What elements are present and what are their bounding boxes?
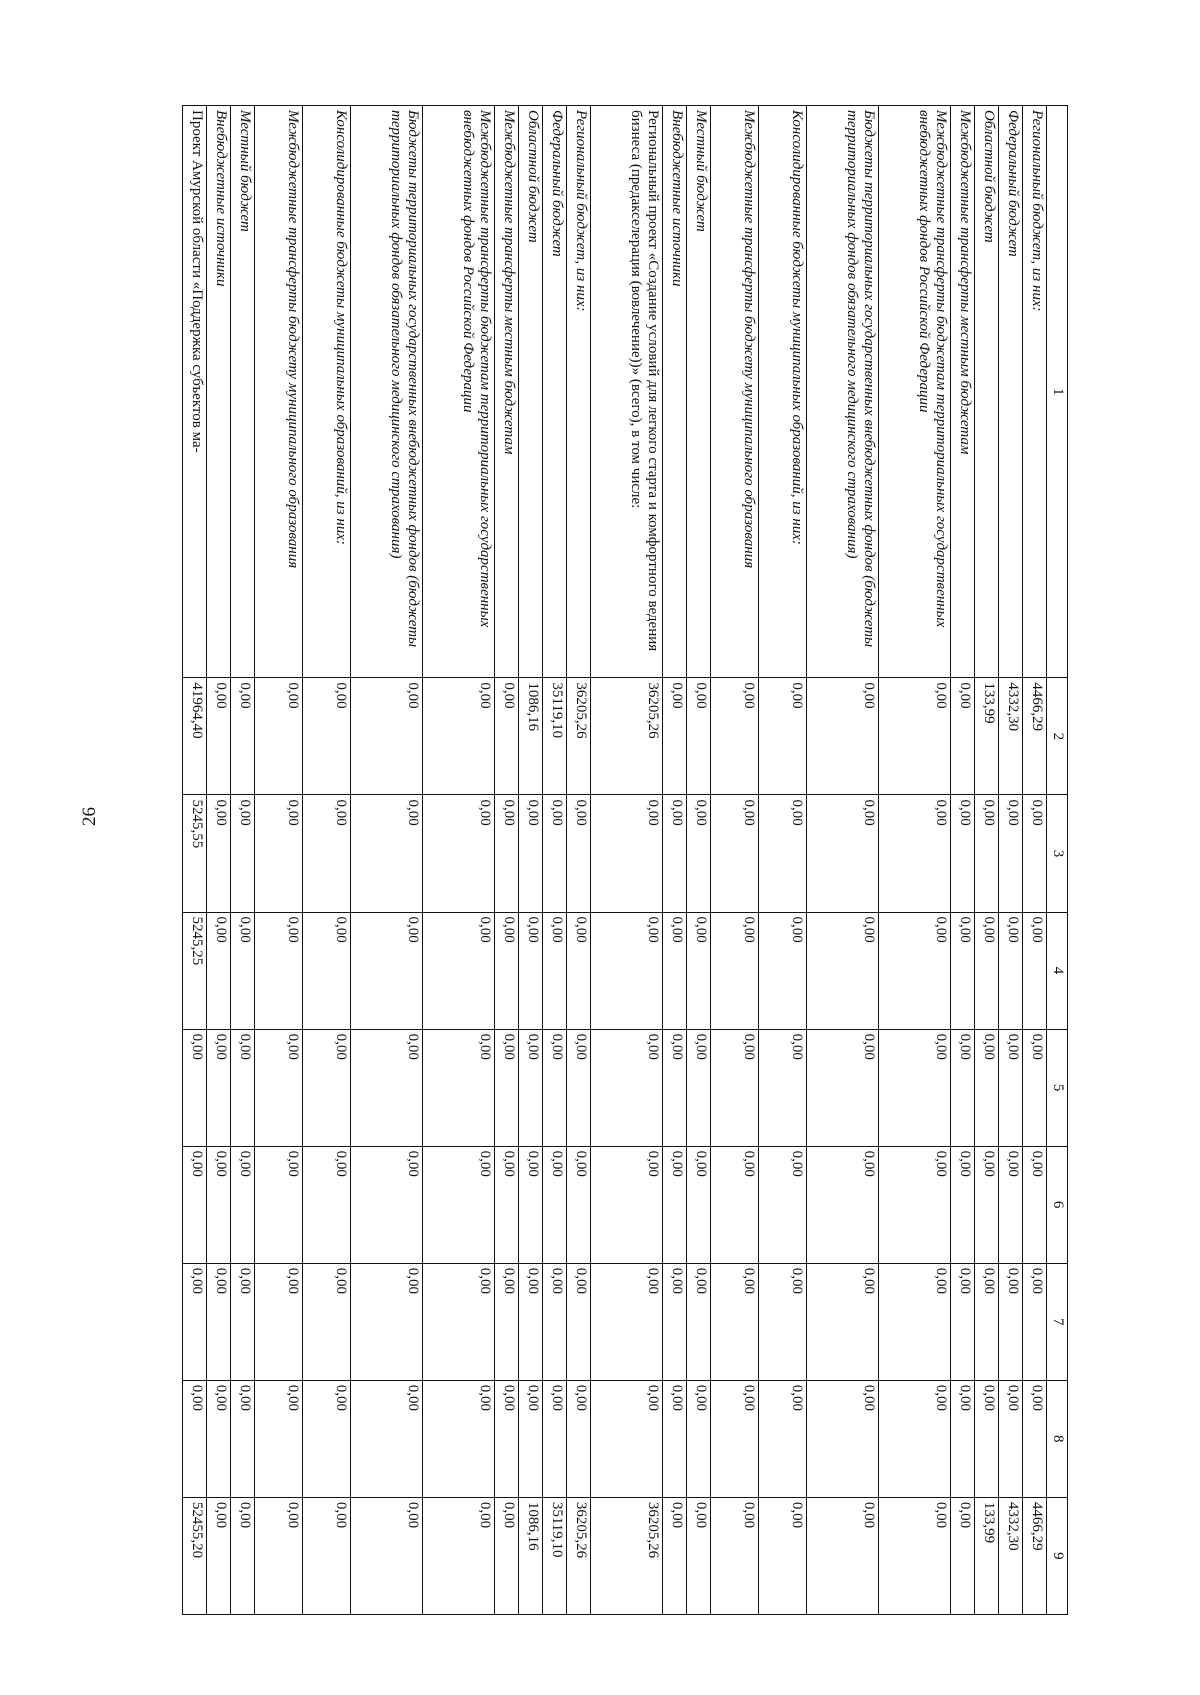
cell-value: 0,00: [495, 1380, 519, 1497]
cell-value: 0,00: [423, 1029, 495, 1146]
cell-value: 0,00: [879, 912, 951, 1029]
cell-value: 0,00: [495, 912, 519, 1029]
row-label: Внебюджетные источники: [207, 106, 231, 678]
cell-value: 0,00: [351, 795, 423, 912]
cell-value: 0,00: [495, 1029, 519, 1146]
cell-value: 5245,55: [183, 795, 207, 912]
row-label: Бюджеты территориальных государственных внебюджетных фондов (бюджеты территориальных фондов обязательного медицинского страхования): [351, 106, 423, 678]
cell-value: 1086,16: [519, 1497, 543, 1614]
cell-value: 0,00: [351, 1497, 423, 1614]
cell-value: 0,00: [543, 795, 567, 912]
cell-value: 0,00: [303, 912, 351, 1029]
cell-value: 0,00: [423, 678, 495, 795]
cell-value: 0,00: [591, 1029, 663, 1146]
table-row: [351, 106, 423, 1615]
row-label: Бюджеты территориальных государственных внебюджетных фондов (бюджеты территориальных фондов обязательного медицинского страхования): [807, 106, 879, 678]
cell-value: 52455,20: [183, 1497, 207, 1614]
table-row: [759, 106, 807, 1615]
cell-value: 0,00: [183, 1380, 207, 1497]
table-row: [1023, 106, 1047, 1615]
col-header: 5: [1047, 1029, 1068, 1146]
table-body: [183, 106, 1047, 1615]
cell-value: 0,00: [999, 912, 1023, 1029]
cell-value: 0,00: [951, 1263, 975, 1380]
cell-value: 0,00: [303, 1146, 351, 1263]
cell-value: 0,00: [495, 795, 519, 912]
table-row: [495, 106, 519, 1615]
cell-value: 0,00: [303, 678, 351, 795]
cell-value: 0,00: [759, 1146, 807, 1263]
cell-value: 0,00: [303, 1029, 351, 1146]
cell-value: 0,00: [591, 912, 663, 1029]
cell-value: 0,00: [303, 795, 351, 912]
cell-value: 4466,29: [1023, 1497, 1047, 1614]
cell-value: 0,00: [759, 1263, 807, 1380]
cell-value: 0,00: [591, 1380, 663, 1497]
cell-value: 0,00: [207, 1497, 231, 1614]
cell-value: 0,00: [663, 678, 687, 795]
cell-value: 0,00: [807, 678, 879, 795]
table-container: [182, 105, 1068, 1615]
cell-value: 0,00: [711, 1029, 759, 1146]
row-label: Внебюджетные источники: [663, 106, 687, 678]
cell-value: 0,00: [1023, 912, 1047, 1029]
cell-value: 0,00: [807, 795, 879, 912]
cell-value: 0,00: [255, 795, 303, 912]
cell-value: 0,00: [951, 912, 975, 1029]
table-row: [543, 106, 567, 1615]
cell-value: 0,00: [495, 678, 519, 795]
row-label: Межбюджетные трансферты бюджету муниципального образования: [711, 106, 759, 678]
cell-value: 0,00: [519, 1146, 543, 1263]
table-row: [567, 106, 591, 1615]
cell-value: 0,00: [567, 1380, 591, 1497]
cell-value: 0,00: [759, 678, 807, 795]
cell-value: 0,00: [519, 1380, 543, 1497]
col-header: 8: [1047, 1380, 1068, 1497]
cell-value: 0,00: [879, 1263, 951, 1380]
cell-value: 0,00: [975, 1380, 999, 1497]
cell-value: 0,00: [207, 1029, 231, 1146]
col-header: 7: [1047, 1263, 1068, 1380]
cell-value: 0,00: [519, 795, 543, 912]
cell-value: 0,00: [207, 678, 231, 795]
cell-value: 0,00: [591, 1146, 663, 1263]
cell-value: 0,00: [183, 1146, 207, 1263]
col-header: 4: [1047, 912, 1068, 1029]
cell-value: 0,00: [423, 795, 495, 912]
cell-value: 0,00: [807, 1497, 879, 1614]
table-row: [879, 106, 951, 1615]
cell-value: 0,00: [231, 1380, 255, 1497]
cell-value: 0,00: [183, 1263, 207, 1380]
cell-value: 0,00: [207, 912, 231, 1029]
cell-value: 0,00: [495, 1146, 519, 1263]
cell-value: 0,00: [495, 1497, 519, 1614]
row-label: Консолидированные бюджеты муниципальных образований, из них:: [759, 106, 807, 678]
row-label: Областной бюджет: [519, 106, 543, 678]
cell-value: 0,00: [687, 1029, 711, 1146]
cell-value: 0,00: [999, 795, 1023, 912]
col-header: 6: [1047, 1146, 1068, 1263]
cell-value: 0,00: [951, 1146, 975, 1263]
cell-value: 36205,26: [591, 1497, 663, 1614]
cell-value: 0,00: [687, 678, 711, 795]
cell-value: 0,00: [879, 1029, 951, 1146]
cell-value: 0,00: [591, 1263, 663, 1380]
cell-value: 0,00: [519, 1029, 543, 1146]
cell-value: 0,00: [231, 912, 255, 1029]
cell-value: 0,00: [543, 1263, 567, 1380]
cell-value: 0,00: [975, 1029, 999, 1146]
cell-value: 0,00: [951, 1497, 975, 1614]
row-label: Областной бюджет: [975, 106, 999, 678]
col-header: 1: [1047, 106, 1068, 678]
cell-value: 0,00: [207, 1146, 231, 1263]
cell-value: 133,99: [975, 1497, 999, 1614]
cell-value: 0,00: [255, 1146, 303, 1263]
cell-value: 0,00: [543, 1146, 567, 1263]
cell-value: 0,00: [303, 1263, 351, 1380]
cell-value: 0,00: [423, 912, 495, 1029]
table-row: [591, 106, 663, 1615]
cell-value: 0,00: [567, 1029, 591, 1146]
cell-value: 0,00: [759, 1029, 807, 1146]
cell-value: 0,00: [807, 1146, 879, 1263]
cell-value: 0,00: [879, 1497, 951, 1614]
cell-value: 0,00: [711, 1263, 759, 1380]
cell-value: 0,00: [711, 1380, 759, 1497]
cell-value: 1086,16: [519, 678, 543, 795]
cell-value: 36205,26: [567, 1497, 591, 1614]
cell-value: 0,00: [879, 795, 951, 912]
cell-value: 0,00: [351, 1029, 423, 1146]
cell-value: 0,00: [759, 1380, 807, 1497]
cell-value: 5245,25: [183, 912, 207, 1029]
row-label: Региональный проект «Создание условий для легкого старта и комфортного ведения бизнеса (предакселерация (вовлечение))» (всего), в том числе:: [591, 106, 663, 678]
table-row: [303, 106, 351, 1615]
cell-value: 0,00: [711, 1497, 759, 1614]
cell-value: 0,00: [663, 1263, 687, 1380]
col-header: 2: [1047, 678, 1068, 795]
cell-value: 0,00: [999, 1263, 1023, 1380]
cell-value: 0,00: [423, 1263, 495, 1380]
cell-value: 0,00: [999, 1146, 1023, 1263]
row-label: Межбюджетные трансферты бюджетам территориальных государственных внебюджетных фондов Российской Федерации: [423, 106, 495, 678]
cell-value: 0,00: [975, 795, 999, 912]
budget-table: [182, 105, 1068, 1615]
cell-value: 41964,40: [183, 678, 207, 795]
row-label: Межбюджетные трансферты местным бюджетам: [951, 106, 975, 678]
cell-value: 0,00: [807, 912, 879, 1029]
cell-value: 4332,30: [999, 1497, 1023, 1614]
cell-value: 0,00: [231, 1146, 255, 1263]
cell-value: 0,00: [351, 678, 423, 795]
cell-value: 0,00: [543, 1380, 567, 1497]
row-label: Межбюджетные трансферты бюджету муниципального образования: [255, 106, 303, 678]
cell-value: 0,00: [687, 1146, 711, 1263]
row-label: Федеральный бюджет: [999, 106, 1023, 678]
cell-value: 0,00: [663, 1380, 687, 1497]
cell-value: 0,00: [567, 795, 591, 912]
cell-value: 35119,10: [543, 1497, 567, 1614]
cell-value: 0,00: [567, 1263, 591, 1380]
cell-value: 0,00: [711, 795, 759, 912]
cell-value: 0,00: [663, 1029, 687, 1146]
cell-value: 0,00: [231, 1029, 255, 1146]
cell-value: 0,00: [1023, 1029, 1047, 1146]
cell-value: 36205,26: [567, 678, 591, 795]
cell-value: 0,00: [231, 1497, 255, 1614]
cell-value: 0,00: [663, 912, 687, 1029]
cell-value: 36205,26: [591, 678, 663, 795]
cell-value: 0,00: [255, 1029, 303, 1146]
table-row: [423, 106, 495, 1615]
cell-value: 0,00: [567, 1146, 591, 1263]
row-label: Межбюджетные трансферты местным бюджетам: [495, 106, 519, 678]
table-row: [207, 106, 231, 1615]
cell-value: 0,00: [351, 1263, 423, 1380]
table-row: [255, 106, 303, 1615]
cell-value: 0,00: [303, 1380, 351, 1497]
row-label: Региональный бюджет, из них:: [1023, 106, 1047, 678]
cell-value: 0,00: [807, 1263, 879, 1380]
cell-value: 0,00: [759, 795, 807, 912]
cell-value: 0,00: [231, 795, 255, 912]
cell-value: 0,00: [663, 795, 687, 912]
cell-value: 0,00: [999, 1380, 1023, 1497]
cell-value: 0,00: [423, 1380, 495, 1497]
cell-value: 0,00: [759, 912, 807, 1029]
cell-value: 0,00: [183, 1029, 207, 1146]
cell-value: 0,00: [423, 1497, 495, 1614]
cell-value: 0,00: [543, 1029, 567, 1146]
row-label: Региональный бюджет, из них:: [567, 106, 591, 678]
row-label: Местный бюджет: [231, 106, 255, 678]
table-row: [687, 106, 711, 1615]
cell-value: 0,00: [687, 1380, 711, 1497]
cell-value: 0,00: [687, 912, 711, 1029]
cell-value: 0,00: [207, 1263, 231, 1380]
cell-value: 0,00: [255, 912, 303, 1029]
cell-value: 35119,10: [543, 678, 567, 795]
cell-value: 0,00: [519, 912, 543, 1029]
cell-value: 0,00: [351, 1380, 423, 1497]
cell-value: 0,00: [495, 1263, 519, 1380]
table-row: [231, 106, 255, 1615]
row-label: Консолидированные бюджеты муниципальных образований, из них:: [303, 106, 351, 678]
cell-value: 0,00: [759, 1497, 807, 1614]
cell-value: 0,00: [879, 1380, 951, 1497]
table-row: [519, 106, 543, 1615]
cell-value: 0,00: [543, 912, 567, 1029]
cell-value: 0,00: [975, 1263, 999, 1380]
cell-value: 0,00: [999, 1029, 1023, 1146]
cell-value: 0,00: [231, 1263, 255, 1380]
cell-value: 0,00: [807, 1029, 879, 1146]
cell-value: 0,00: [975, 912, 999, 1029]
cell-value: 0,00: [663, 1497, 687, 1614]
page-number: 26: [79, 807, 100, 826]
cell-value: 0,00: [351, 912, 423, 1029]
header-row: [1047, 106, 1068, 1615]
cell-value: 0,00: [879, 1146, 951, 1263]
cell-value: 0,00: [687, 1263, 711, 1380]
cell-value: 0,00: [951, 678, 975, 795]
cell-value: 0,00: [351, 1146, 423, 1263]
row-label: Проект Амурской области «Поддержка субъектов ма-: [183, 106, 207, 678]
cell-value: 0,00: [255, 1380, 303, 1497]
cell-value: 0,00: [687, 795, 711, 912]
cell-value: 0,00: [1023, 1146, 1047, 1263]
cell-value: 0,00: [951, 795, 975, 912]
cell-value: 0,00: [711, 678, 759, 795]
table-row: [975, 106, 999, 1615]
cell-value: 0,00: [975, 1146, 999, 1263]
cell-value: 0,00: [711, 912, 759, 1029]
table-row: [663, 106, 687, 1615]
table-row: [711, 106, 759, 1615]
cell-value: 0,00: [879, 678, 951, 795]
cell-value: 0,00: [255, 678, 303, 795]
cell-value: 0,00: [207, 1380, 231, 1497]
table-row: [999, 106, 1023, 1615]
cell-value: 0,00: [711, 1146, 759, 1263]
table-row: [183, 106, 207, 1615]
cell-value: 0,00: [519, 1263, 543, 1380]
cell-value: 0,00: [663, 1146, 687, 1263]
col-header: 3: [1047, 795, 1068, 912]
cell-value: 0,00: [207, 795, 231, 912]
cell-value: 0,00: [303, 1497, 351, 1614]
col-header: 9: [1047, 1497, 1068, 1614]
row-label: Федеральный бюджет: [543, 106, 567, 678]
cell-value: 0,00: [687, 1497, 711, 1614]
cell-value: 0,00: [1023, 1263, 1047, 1380]
cell-value: 0,00: [591, 795, 663, 912]
cell-value: 4332,30: [999, 678, 1023, 795]
cell-value: 0,00: [1023, 795, 1047, 912]
cell-value: 0,00: [951, 1029, 975, 1146]
row-label: Местный бюджет: [687, 106, 711, 678]
cell-value: 0,00: [951, 1380, 975, 1497]
cell-value: 0,00: [255, 1263, 303, 1380]
cell-value: 0,00: [1023, 1380, 1047, 1497]
cell-value: 4466,29: [1023, 678, 1047, 795]
cell-value: 0,00: [255, 1497, 303, 1614]
cell-value: 0,00: [423, 1146, 495, 1263]
row-label: Межбюджетные трансферты бюджетам территориальных государственных внебюджетных фондов Российской Федерации: [879, 106, 951, 678]
cell-value: 133,99: [975, 678, 999, 795]
table-row: [807, 106, 879, 1615]
cell-value: 0,00: [807, 1380, 879, 1497]
cell-value: 0,00: [567, 912, 591, 1029]
table-row: [951, 106, 975, 1615]
cell-value: 0,00: [231, 678, 255, 795]
